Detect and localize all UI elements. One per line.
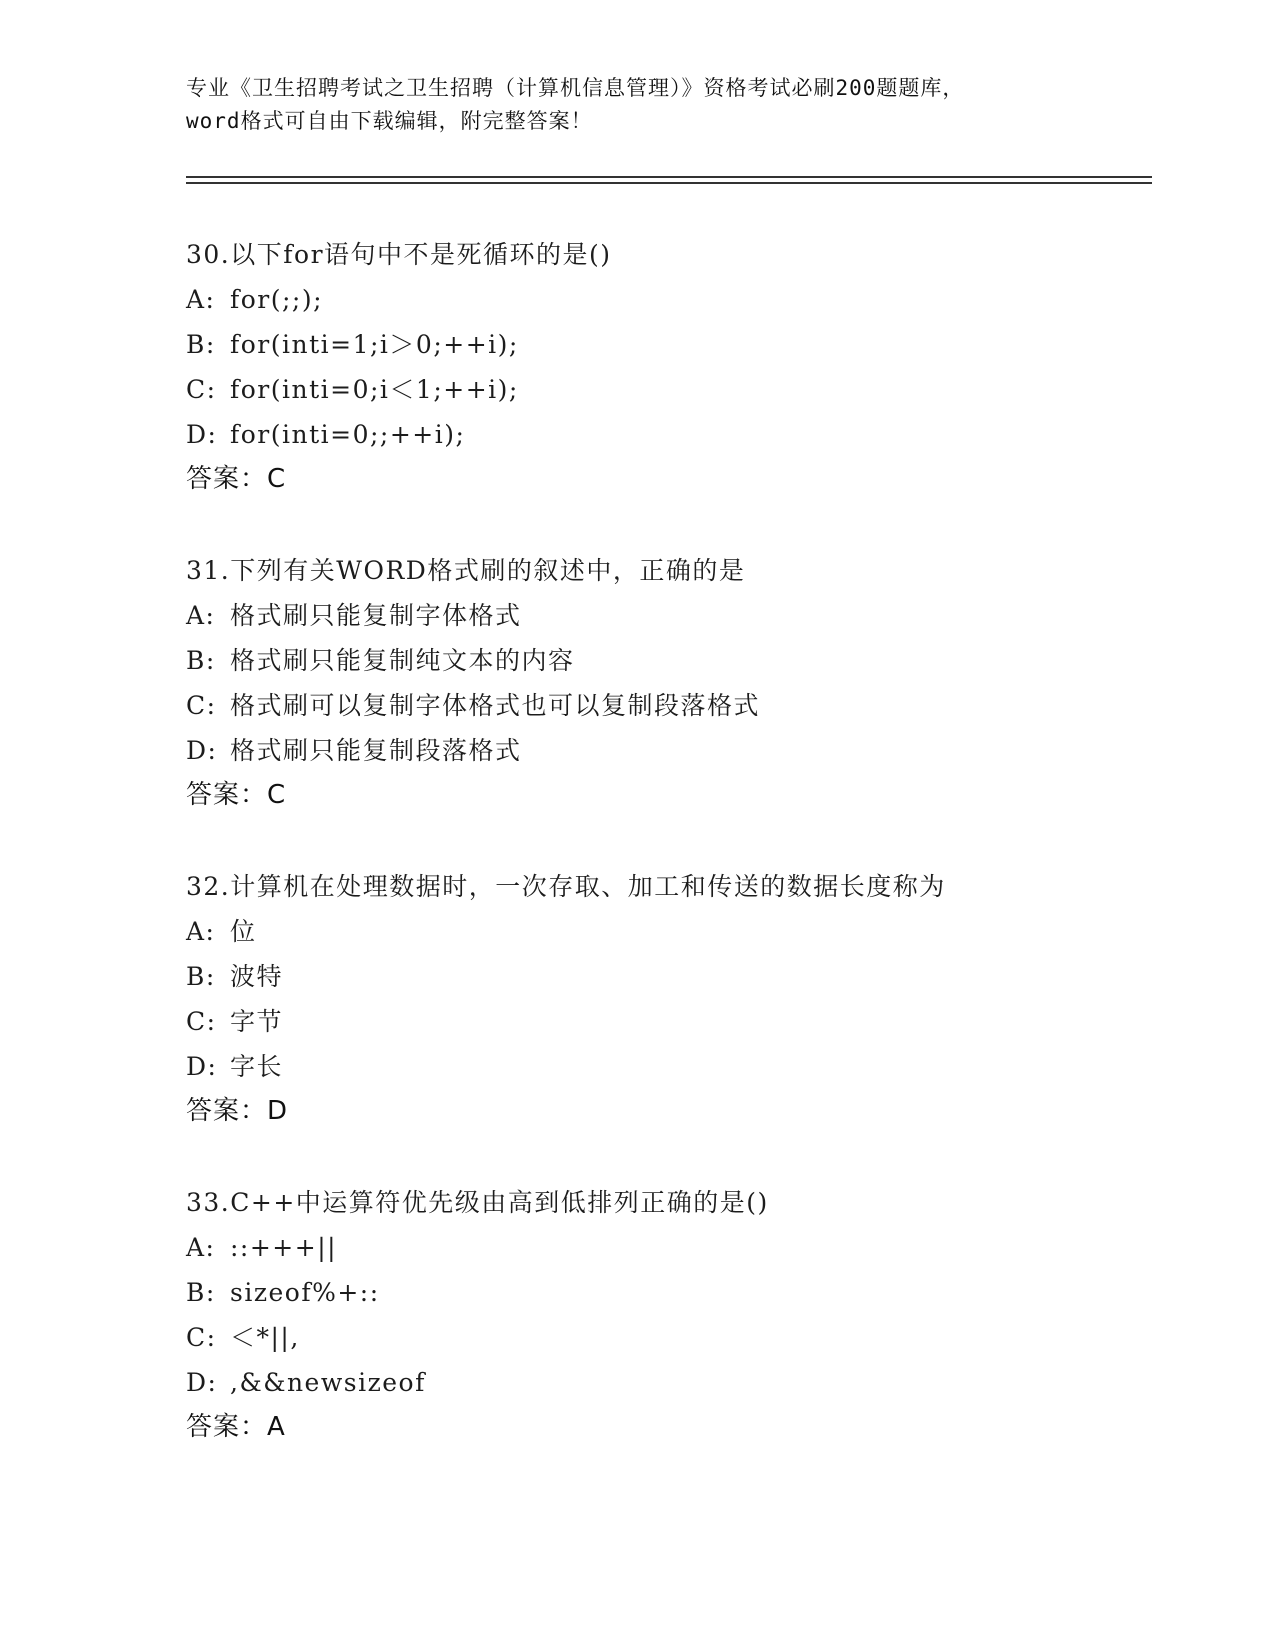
- option-text: ::+++||: [230, 1233, 338, 1262]
- option-letter: C:: [186, 1007, 217, 1036]
- option-a: [186, 909, 1166, 954]
- answer-line: 答案：C: [186, 780, 287, 810]
- option-text: 格式刷只能复制纯文本的内容: [230, 646, 575, 675]
- answer-line: 答案：D: [186, 1096, 289, 1126]
- option-d: [186, 728, 1166, 773]
- option-c: [186, 999, 1166, 1044]
- option-text: ,&&newsizeof: [230, 1368, 426, 1397]
- option-c: [186, 367, 1166, 412]
- option-b: [186, 1270, 1166, 1315]
- option-letter: C:: [186, 1323, 217, 1352]
- option-text: for(inti=1;i＞0;++i);: [230, 330, 519, 359]
- option-letter: B:: [186, 962, 216, 991]
- question-title: 30.以下for语句中不是死循环的是(): [186, 240, 612, 269]
- option-letter: B:: [186, 330, 216, 359]
- option-text: for(;;);: [230, 285, 324, 314]
- option-letter: A:: [186, 285, 216, 314]
- option-c: [186, 683, 1166, 728]
- option-letter: B:: [186, 646, 216, 675]
- question-31: [186, 548, 1166, 818]
- question-33: [186, 1180, 1166, 1450]
- option-letter: D:: [186, 736, 218, 765]
- option-text: sizeof%+::: [230, 1278, 380, 1307]
- option-letter: B:: [186, 1278, 216, 1307]
- option-c: [186, 1315, 1166, 1360]
- option-text: 格式刷可以复制字体格式也可以复制段落格式: [230, 691, 761, 720]
- question-title: 33.C++中运算符优先级由高到低排列正确的是(): [186, 1188, 769, 1217]
- option-letter: D:: [186, 1052, 218, 1081]
- option-d: [186, 1360, 1166, 1405]
- option-a: [186, 593, 1166, 638]
- option-d: [186, 412, 1166, 457]
- option-text: for(inti=0;i＜1;++i);: [230, 375, 519, 404]
- question-title: 31.下列有关WORD格式刷的叙述中，正确的是: [186, 556, 746, 585]
- option-text: 格式刷只能复制字体格式: [230, 601, 522, 630]
- answer-line: 答案：C: [186, 464, 287, 494]
- option-letter: A:: [186, 917, 216, 946]
- question-30: [186, 232, 1166, 502]
- header-divider-bottom: [186, 182, 1152, 184]
- question-32: [186, 864, 1166, 1134]
- option-text: 波特: [230, 962, 284, 991]
- header-divider-top: [186, 176, 1152, 178]
- option-a: [186, 277, 1166, 322]
- option-letter: C:: [186, 691, 217, 720]
- option-b: [186, 954, 1166, 999]
- answer-line: 答案：A: [186, 1412, 286, 1442]
- option-b: [186, 638, 1166, 683]
- option-a: [186, 1225, 1166, 1270]
- option-letter: A:: [186, 1233, 216, 1262]
- option-letter: D:: [186, 420, 218, 449]
- option-text: 字长: [230, 1052, 284, 1081]
- question-title: 32.计算机在处理数据时，一次存取、加工和传送的数据长度称为: [186, 872, 946, 901]
- option-text: 字节: [230, 1007, 284, 1036]
- header-line-2: word格式可自由下载编辑，附完整答案！: [186, 109, 593, 133]
- option-letter: C:: [186, 375, 217, 404]
- option-letter: A:: [186, 601, 216, 630]
- option-letter: D:: [186, 1368, 218, 1397]
- document-header: [186, 72, 1086, 138]
- option-b: [186, 322, 1166, 367]
- option-d: [186, 1044, 1166, 1089]
- option-text: 位: [230, 917, 257, 946]
- option-text: ＜*||,: [230, 1323, 300, 1352]
- option-text: 格式刷只能复制段落格式: [230, 736, 522, 765]
- option-text: for(inti=0;;++i);: [230, 420, 466, 449]
- header-line-1: 专业《卫生招聘考试之卫生招聘（计算机信息管理）》资格考试必刷200题题库，: [186, 76, 965, 100]
